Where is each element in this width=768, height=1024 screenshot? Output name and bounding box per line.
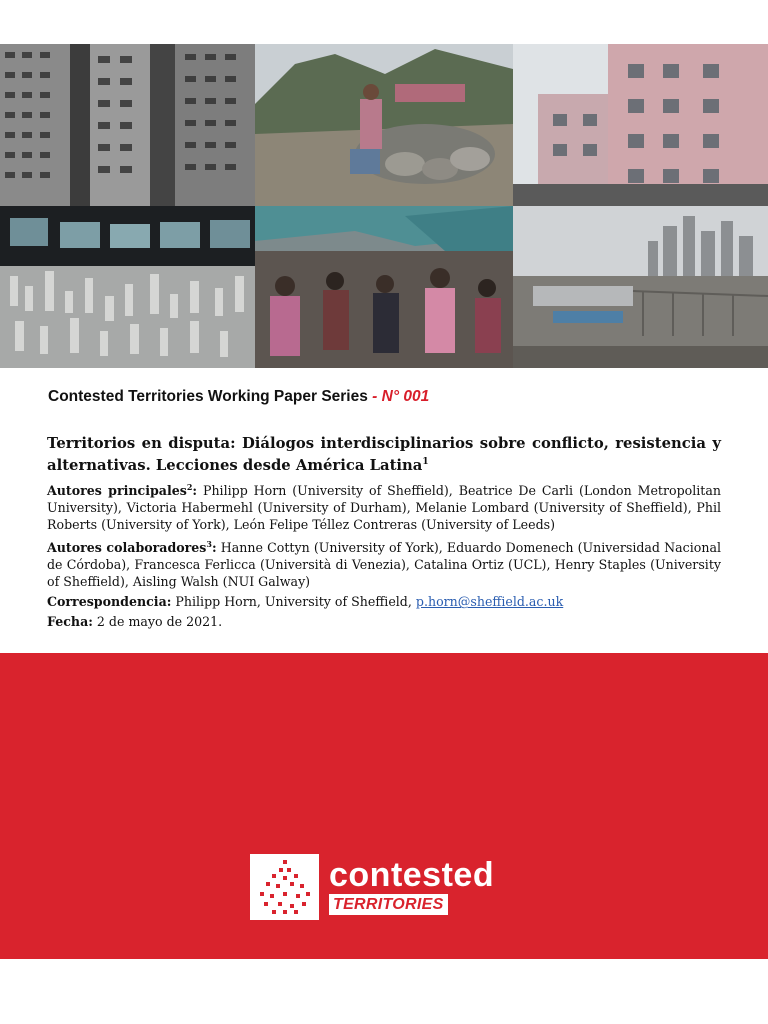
correspondence-label: Correspondencia: bbox=[47, 594, 172, 610]
collab-authors-text: Hanne Cottyn (University of York), Eduardo Domenech (Universidad Nacional de Córdoba), Francesca Ferlicca (Università di Venezia), Catalina Ortiz (UCL), Henry Staples (University of Sheffield), Aisling Walsh (NUI Galway) bbox=[47, 540, 721, 590]
correspondence-text: Philipp Horn, University of Sheffield, bbox=[171, 594, 416, 610]
date bbox=[47, 613, 721, 630]
date-text: 2 de mayo de 2021. bbox=[92, 614, 223, 630]
contested-territories-logo bbox=[250, 854, 494, 920]
logo-word-contested: contested bbox=[329, 856, 495, 894]
main-authors-footnote: 2 bbox=[186, 481, 193, 492]
paper-title-text: Territorios en disputa: Diálogos interdisciplinarios sobre conflicto, resistencia y alternativas. Lecciones desde América Latina bbox=[47, 435, 721, 474]
main-authors-colon: : bbox=[192, 483, 198, 499]
logo-mark-icon bbox=[250, 854, 319, 920]
photo-pink-building bbox=[513, 44, 768, 206]
photo-street-market bbox=[255, 206, 513, 368]
photo-andean-market bbox=[255, 44, 513, 206]
series-separator: - bbox=[367, 388, 382, 405]
correspondence bbox=[47, 593, 721, 610]
working-paper-series-heading bbox=[48, 388, 728, 406]
main-authors-text: Philipp Horn (University of Sheffield), Beatrice De Carli (London Metropolitan University), Victoria Habermehl (University of Durham), Melanie Lombard (University of Sheffield), Phil Roberts (University of York), León Felipe Téllez Contreras (University of Leeds) bbox=[47, 483, 721, 533]
paper-details bbox=[47, 434, 721, 633]
collab-authors-colon: : bbox=[211, 540, 217, 556]
photo-city-model bbox=[0, 206, 255, 368]
collaborating-authors bbox=[47, 536, 721, 590]
series-number: N° 001 bbox=[381, 388, 430, 405]
title-footnote-mark: 1 bbox=[422, 457, 429, 467]
main-authors-label: Autores principales bbox=[47, 483, 187, 499]
photo-high-rise-towers bbox=[0, 44, 255, 206]
main-authors bbox=[47, 479, 721, 533]
photo-collage bbox=[0, 44, 768, 368]
collab-authors-label: Autores colaboradores bbox=[47, 540, 207, 556]
date-label: Fecha: bbox=[47, 614, 93, 630]
photo-construction-site bbox=[513, 206, 768, 368]
logo-wordmark bbox=[329, 854, 494, 915]
email-link[interactable]: p.horn@sheffield.ac.uk bbox=[415, 594, 564, 610]
paper-title bbox=[47, 434, 721, 475]
series-label: Contested Territories Working Paper Series bbox=[48, 388, 368, 405]
logo-tag-territories: TERRITORIES bbox=[329, 894, 448, 915]
collab-authors-footnote: 3 bbox=[206, 539, 212, 550]
